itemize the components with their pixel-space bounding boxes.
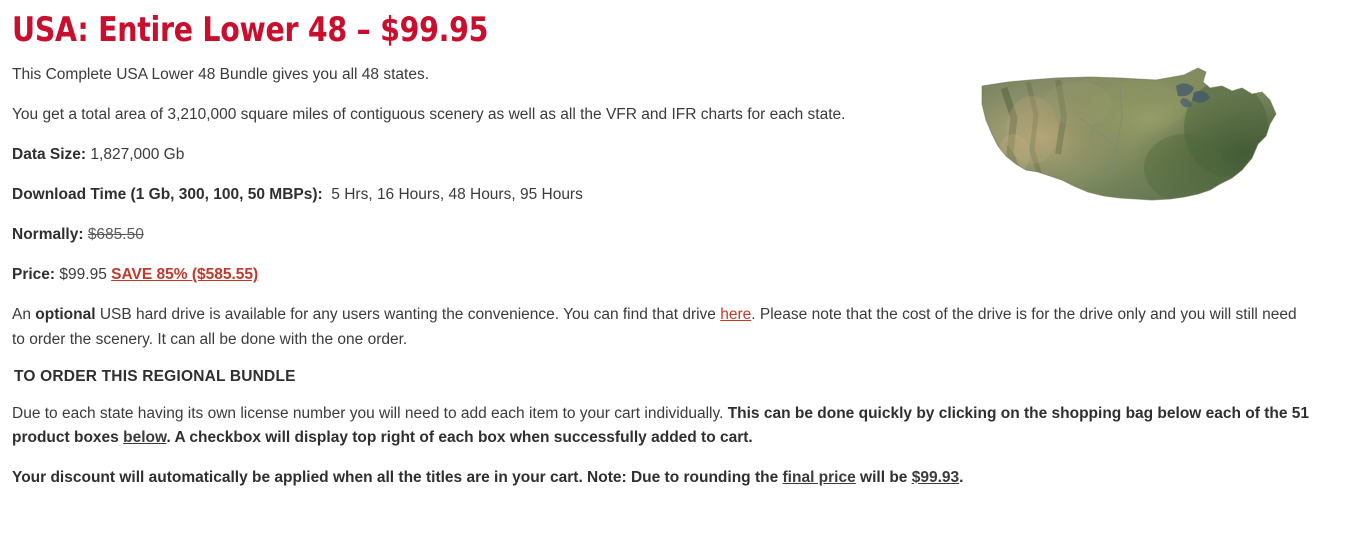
data-size-value: 1,827,000 Gb [90,146,185,164]
final-price-link[interactable]: final price [782,468,856,486]
usb-paragraph [12,303,1312,351]
order-text-part1: Due to each state having its own license number you will need to add each item to your cart individually. [12,404,728,422]
usb-drive-here-link[interactable]: here [720,306,752,324]
usb-text-part1: An [12,306,36,324]
usa-lower-48-map-image [970,58,1300,233]
price-row [12,263,962,287]
data-size-label: Data Size: [12,146,87,164]
data-size-row [12,143,962,167]
order-bold-part1: This can be done quickly by clicking on the shopping bag below each of the 51 product boxes [12,404,1310,446]
usb-text-part3: . Please note that the cost of the drive is for the drive only and you will still need to order the scenery. It can all be done with the one order. [12,306,1297,348]
intro-text: This Complete USA Lower 48 Bundle gives you all 48 states. [12,66,430,84]
discount-paragraph [12,466,1312,490]
usb-optional-bold: optional [35,306,96,324]
final-price-value-link[interactable]: $99.93 [911,468,960,486]
price-value: $99.95 [59,266,107,284]
normally-value: $685.50 [87,226,144,244]
below-anchor-link[interactable]: below [123,428,167,446]
order-instructions-paragraph [12,402,1312,450]
page-title: USA: Entire Lower 48 – $99.95 [12,10,489,50]
download-time-label: Download Time (1 Gb, 300, 100, 50 MBPs): [12,186,323,204]
download-time-value: 5 Hrs, 16 Hours, 48 Hours, 95 Hours [331,186,583,204]
price-label: Price: [12,266,56,284]
area-text: You get a total area of 3,210,000 square miles of contiguous scenery as well as all the VFR and IFR charts for each state. [12,106,846,124]
normally-row [12,223,962,247]
area-paragraph [12,103,962,127]
save-badge-link[interactable]: SAVE 85% ($585.55) [111,266,259,284]
discount-text-part2: will be [855,468,912,486]
order-bold-part2: . A checkbox will display top right of each box when successfully added to cart. [166,428,753,446]
discount-text-part1: Your discount will automatically be applied when all the titles are in your cart. Note: Due to rounding the [12,468,783,486]
download-time-row [12,183,962,207]
order-section-heading: TO ORDER THIS REGIONAL BUNDLE [14,367,296,385]
discount-text-part3: . [959,468,964,486]
normally-label: Normally: [12,226,84,244]
usb-text-part2: USB hard drive is available for any users wanting the convenience. You can find that drive [95,306,721,324]
